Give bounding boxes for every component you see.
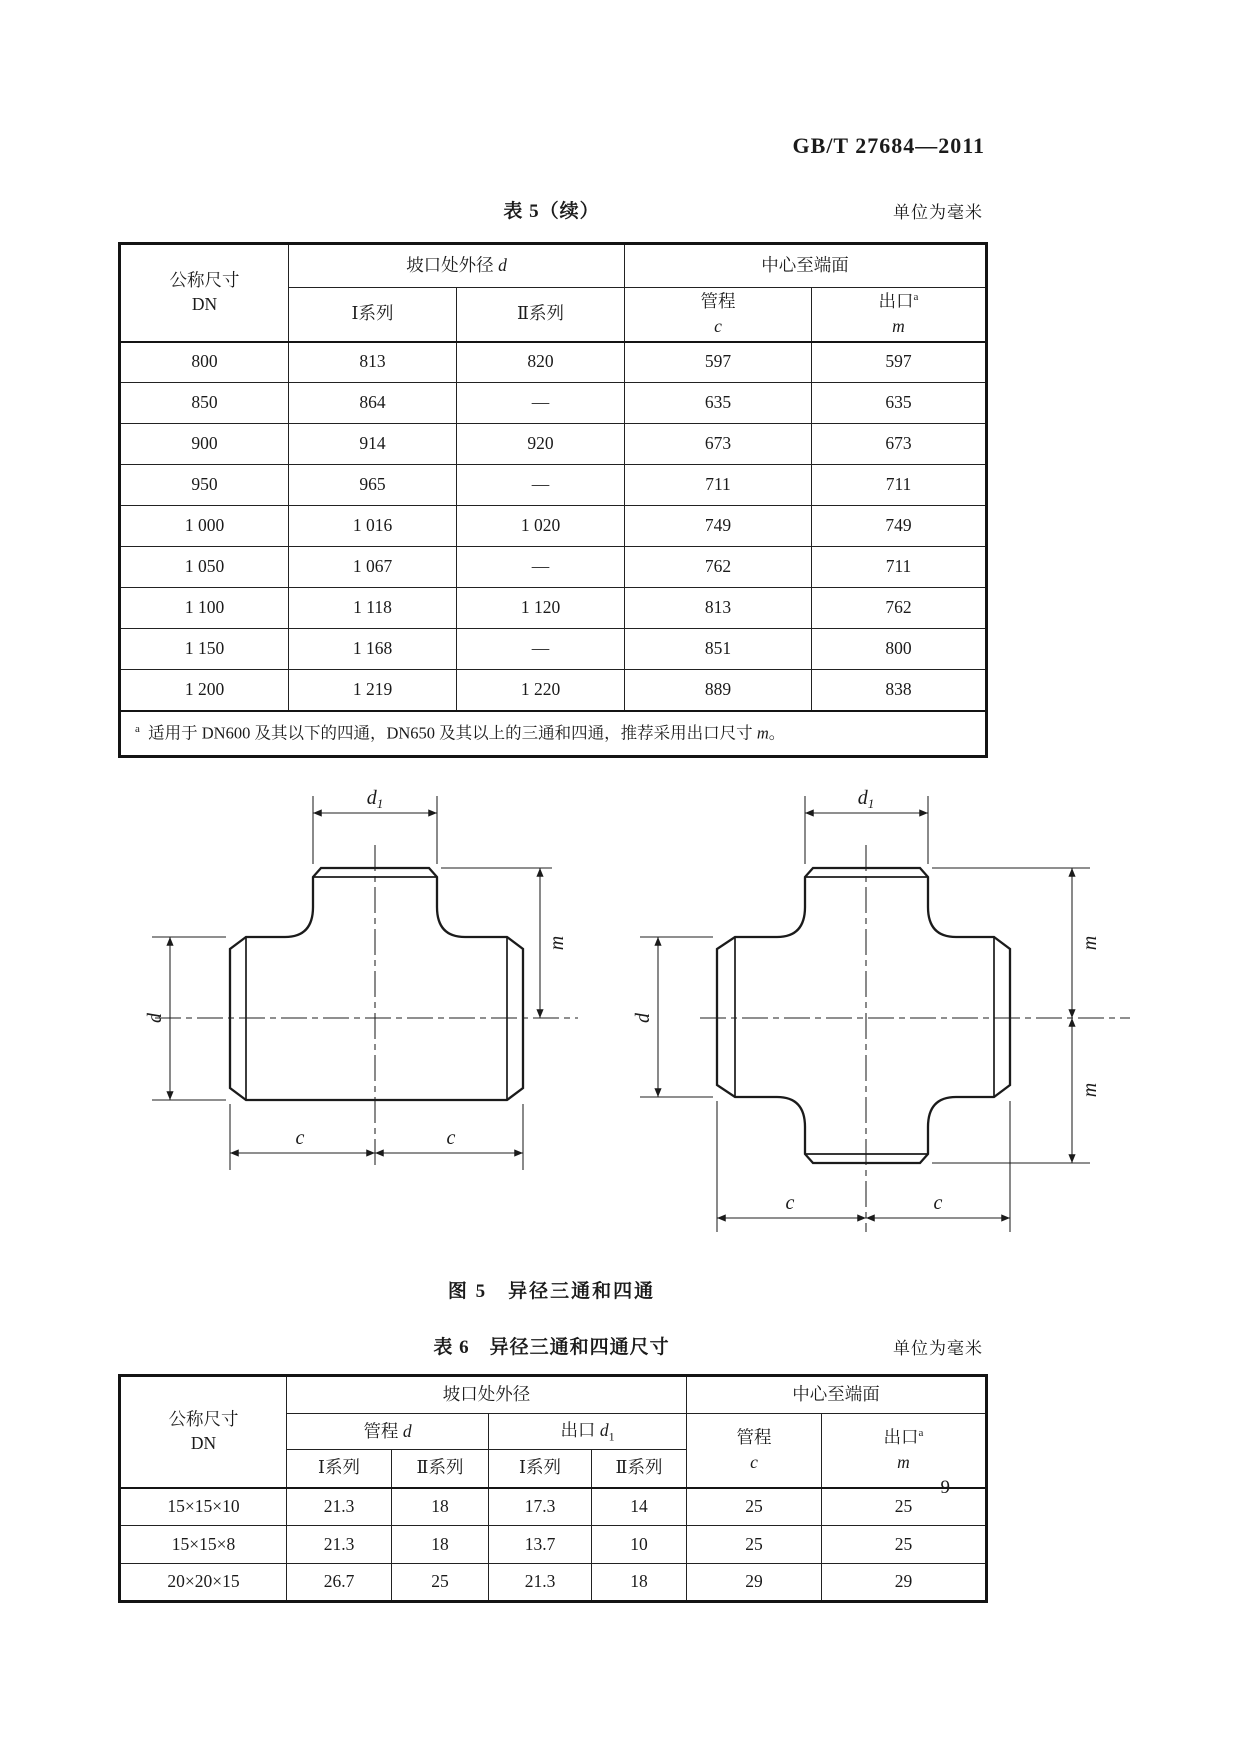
dim-label-m: m (1079, 935, 1101, 951)
dim-label-d: d (144, 1013, 166, 1023)
table-cell: 1 200 (120, 670, 289, 711)
table-cell: 18 (592, 1564, 687, 1602)
table6-header-series1-d1: Ⅰ系列 (489, 1450, 592, 1488)
figure5-caption: 图 5 异径三通和四通 (447, 1281, 656, 1302)
table-cell: 18 (392, 1526, 489, 1564)
table-cell: 1 050 (120, 547, 289, 588)
table-row (120, 1488, 987, 1526)
table-cell: 15×15×10 (120, 1488, 287, 1526)
table6-header-dn (120, 1376, 287, 1488)
footnote-end: 。 (768, 723, 786, 743)
table-cell: 15×15×8 (120, 1526, 287, 1564)
table5-title: 表 5（续） (503, 201, 600, 222)
table6-header-series2-d: Ⅱ系列 (392, 1450, 489, 1488)
table-cell: 851 (625, 629, 812, 670)
table6-header-run (687, 1414, 822, 1488)
table5-header-od-var: d (498, 255, 507, 276)
table-cell: 813 (625, 588, 812, 629)
table-cell: 17.3 (489, 1488, 592, 1526)
table-row (120, 506, 987, 547)
table5-header-od-label: 坡口处外径 (406, 255, 499, 276)
table-cell: 25 (822, 1488, 987, 1526)
dim-label-d1: $d_1$ (857, 787, 875, 811)
table5-header-dn-line2: DN (191, 293, 218, 314)
tee-outline (230, 868, 523, 1100)
table-row (120, 1526, 987, 1564)
table5-header-outlet (812, 288, 987, 342)
table-cell: 1 067 (289, 547, 457, 588)
table5-caption-row (118, 196, 985, 224)
diagram-tee (144, 787, 578, 1170)
table-cell: 1 016 (289, 506, 457, 547)
table5-header-run (625, 288, 812, 342)
table-cell: 25 (822, 1526, 987, 1564)
table-cell: 29 (822, 1564, 987, 1602)
table5-header-run-label: 管程 (700, 291, 736, 312)
table6-header-outlet-d1 (489, 1414, 687, 1450)
table6-header-run-d (287, 1414, 489, 1450)
diagram-cross (632, 787, 1130, 1232)
table-row (120, 629, 987, 670)
table6-header-run-var (691, 1451, 817, 1475)
table6-header-center-group: 中心至端面 (687, 1376, 987, 1414)
table6 (118, 1374, 988, 1603)
table5-header-series1: Ⅰ系列 (289, 288, 457, 342)
table-cell: 1 000 (120, 506, 289, 547)
table-cell: 813 (289, 342, 457, 383)
table-cell: 914 (289, 424, 457, 465)
table-cell: 21.3 (489, 1564, 592, 1602)
table6-run-var-c: c (750, 1451, 758, 1472)
table-cell: 25 (687, 1488, 822, 1526)
table6-run-d-label: 管程 (363, 1420, 403, 1441)
table5-header-dn (120, 244, 289, 342)
table-cell: 29 (687, 1564, 822, 1602)
table-cell: 920 (457, 424, 625, 465)
dim-label-c: c (446, 1127, 456, 1149)
table-cell: 18 (392, 1488, 489, 1526)
table-cell: 21.3 (287, 1488, 392, 1526)
table-cell: 14 (592, 1488, 687, 1526)
table-cell: 1 150 (120, 629, 289, 670)
cross-outline (717, 868, 1010, 1163)
table6-outlet-d1-var: d (599, 1419, 609, 1440)
table-cell: 965 (289, 465, 457, 506)
table5-header-center-group: 中心至端面 (625, 244, 987, 288)
table-cell: 1 120 (457, 588, 625, 629)
table-row (120, 465, 987, 506)
table6-outlet-var-m: m (897, 1451, 910, 1472)
table-row (120, 547, 987, 588)
table-cell: 25 (392, 1564, 489, 1602)
table-cell: 10 (592, 1526, 687, 1564)
table5-footnote (120, 711, 987, 757)
table-cell: — (457, 383, 625, 424)
table-cell: 950 (120, 465, 289, 506)
table-cell: 749 (625, 506, 812, 547)
table5-header-outlet-var (816, 315, 981, 339)
footnote-marker: a (135, 722, 140, 735)
table-cell: 21.3 (287, 1526, 392, 1564)
table5-outlet-text: 出口 (878, 291, 914, 312)
table-cell: — (457, 547, 625, 588)
table-cell: 711 (812, 465, 987, 506)
table6-outlet-d1-sub: 1 (608, 1429, 615, 1444)
dim-label-c: c (933, 1192, 943, 1214)
table5-header-od-group (289, 244, 625, 288)
page-number: 9 (940, 1477, 950, 1498)
table-cell: 597 (625, 342, 812, 383)
table-row (120, 342, 987, 383)
dim-label-d1: $d_1$ (366, 787, 384, 811)
dim-label-c: c (295, 1127, 305, 1149)
table6-outlet-sup: a (918, 1427, 924, 1440)
table-cell: 900 (120, 424, 289, 465)
table-cell: 1 020 (457, 506, 625, 547)
table-cell: 1 118 (289, 588, 457, 629)
table6-header-outlet (822, 1414, 987, 1488)
table5-header-series2: Ⅱ系列 (457, 288, 625, 342)
table5-run-var-c: c (714, 315, 722, 336)
footnote-var-m: m (756, 723, 769, 743)
dim-label-m: m (1079, 1082, 1101, 1098)
table6-run-d-var: d (402, 1420, 412, 1441)
table-cell: 820 (457, 342, 625, 383)
table-cell: 13.7 (489, 1526, 592, 1564)
table-cell: — (457, 465, 625, 506)
table5-footnote-row (120, 711, 987, 757)
doc-number: GB/T 27684—2011 (792, 133, 985, 158)
table-cell: 1 168 (289, 629, 457, 670)
table-cell: 749 (812, 506, 987, 547)
table6-header-od-group: 坡口处外径 (287, 1376, 687, 1414)
dim-label-c: c (785, 1192, 795, 1214)
table5-header-outlet-label (816, 290, 981, 314)
table6-header-outlet-label (826, 1426, 981, 1450)
table-row (120, 1564, 987, 1602)
table-cell: 1 219 (289, 670, 457, 711)
table5-unit-note: 单位为毫米 (893, 203, 983, 222)
table6-header-dn-line2: DN (190, 1432, 217, 1453)
table-row (120, 424, 987, 465)
table-cell: 762 (625, 547, 812, 588)
table5-outlet-var-m: m (892, 315, 905, 336)
table-cell: 25 (687, 1526, 822, 1564)
table-cell: 838 (812, 670, 987, 711)
table-cell: 673 (625, 424, 812, 465)
table5-outlet-sup: a (913, 291, 919, 304)
table5-header-run-var (629, 315, 807, 339)
table-cell: 1 220 (457, 670, 625, 711)
table-cell: 800 (120, 342, 289, 383)
table-cell: 762 (812, 588, 987, 629)
table6-unit-note: 单位为毫米 (893, 1339, 983, 1358)
table-cell: 673 (812, 424, 987, 465)
table6-header-dn-line1: 公称尺寸 (168, 1409, 239, 1430)
table6-caption-row (118, 1332, 985, 1360)
table-cell: — (457, 629, 625, 670)
table-cell: 20×20×15 (120, 1564, 287, 1602)
table-cell: 711 (812, 547, 987, 588)
table5 (118, 242, 988, 758)
table6-header-series1-d: Ⅰ系列 (287, 1450, 392, 1488)
table6-outlet-text: 出口 (883, 1427, 919, 1448)
table-cell: 864 (289, 383, 457, 424)
table-cell: 635 (812, 383, 987, 424)
footnote-text: 适用于 DN600 及其以下的四通，DN650 及其以上的三通和四通，推荐采用出口尺寸 (148, 723, 757, 743)
table-cell: 635 (625, 383, 812, 424)
table6-header-outlet-var (826, 1451, 981, 1475)
table-cell: 597 (812, 342, 987, 383)
table6-header-run-label: 管程 (736, 1427, 772, 1448)
table-row (120, 670, 987, 711)
table-cell: 711 (625, 465, 812, 506)
table-row (120, 383, 987, 424)
table-cell: 850 (120, 383, 289, 424)
dim-label-d: d (632, 1013, 654, 1023)
table-row (120, 588, 987, 629)
table-cell: 889 (625, 670, 812, 711)
table6-outlet-d1-label: 出口 (560, 1419, 600, 1440)
dim-label-m: m (546, 935, 568, 951)
table-cell: 1 100 (120, 588, 289, 629)
table6-header-series2-d1: Ⅱ系列 (592, 1450, 687, 1488)
figure5-diagrams (120, 780, 1150, 1240)
table-cell: 26.7 (287, 1564, 392, 1602)
table5-header-dn-line1: 公称尺寸 (169, 270, 240, 291)
table-cell: 800 (812, 629, 987, 670)
table6-title: 表 6 异径三通和四通尺寸 (433, 1337, 670, 1358)
